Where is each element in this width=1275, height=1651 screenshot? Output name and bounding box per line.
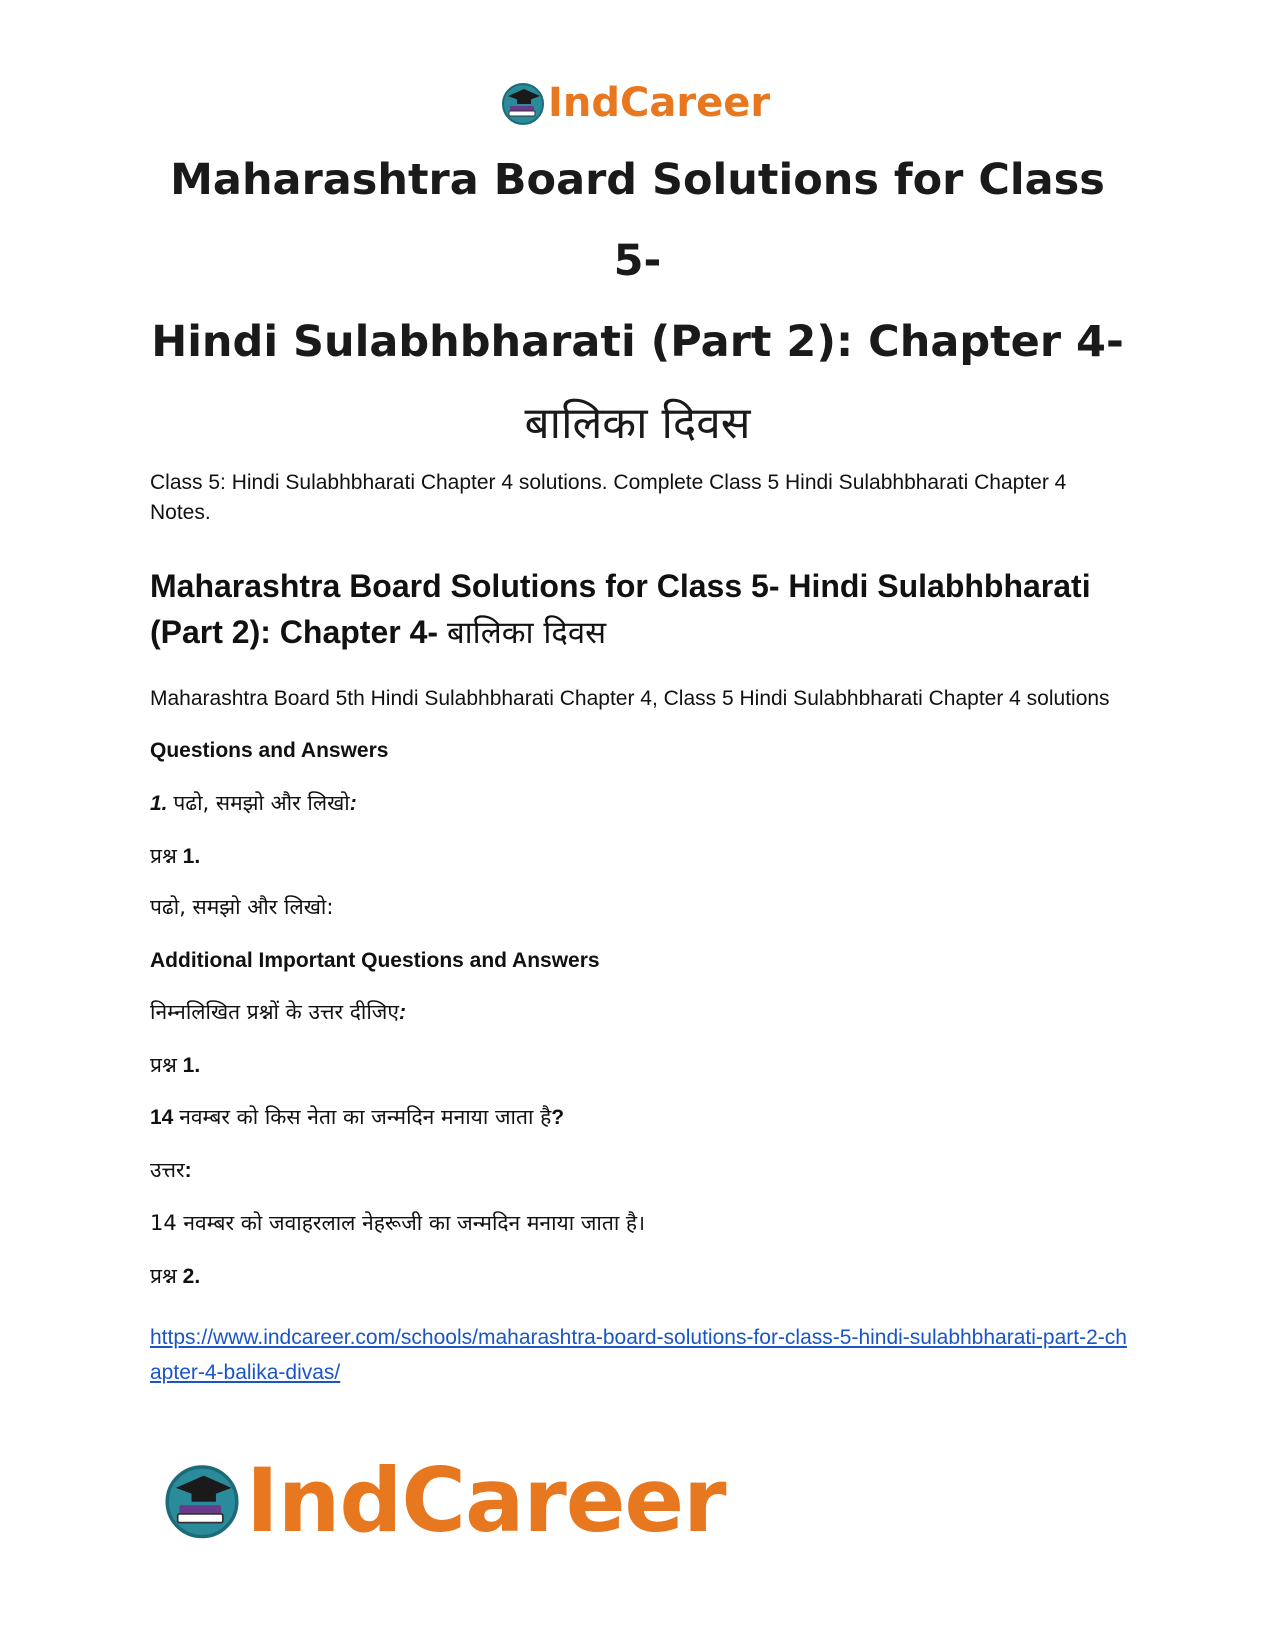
- aq1-question-text: नवम्बर को किस नेता का जन्मदिन मनाया जाता है: [179, 1105, 552, 1129]
- logo-bottom: [162, 1448, 726, 1552]
- answer-label: [150, 1155, 1130, 1186]
- aq1-label: [150, 1050, 1130, 1081]
- q1-text: पढो, समझो और लिखो:: [150, 895, 334, 919]
- answer-label-colon: :: [184, 1159, 192, 1182]
- additional-heading: Additional Important Questions and Answers: [150, 949, 600, 972]
- q1-label: [150, 841, 1130, 872]
- brand-name: IndCareer: [548, 80, 771, 126]
- section-heading-en: Maharashtra Board Solutions for Class 5- Hindi Sulabhbharati (Part 2): Chapter 4-: [150, 568, 1091, 650]
- graduation-book-icon: [162, 1460, 242, 1540]
- answer-label-text: उत्तर: [150, 1158, 185, 1182]
- q1-number: 1.: [150, 792, 168, 815]
- title-line-3: बालिका दिवस: [524, 398, 751, 449]
- graduation-book-icon: [500, 80, 546, 126]
- aq1-label-prefix: प्रश्न: [150, 1053, 177, 1077]
- section-heading: [150, 563, 1130, 656]
- intro-paragraph: Class 5: Hindi Sulabhbharati Chapter 4 solutions. Complete Class 5 Hindi Sulabhbharati Chapter 4 Notes.: [150, 471, 1067, 524]
- q1-label-num: 1.: [182, 845, 201, 868]
- page-title: [150, 140, 1125, 464]
- q1-heading-colon: :: [349, 792, 357, 815]
- q1-heading: [150, 788, 1130, 819]
- aq2-label-prefix: प्रश्न: [150, 1264, 177, 1288]
- aq1-label-num: 1.: [182, 1054, 201, 1077]
- aq1-question-num: 14: [150, 1106, 174, 1129]
- source-url-link[interactable]: https://www.indcareer.com/schools/maharashtra-board-solutions-for-class-5-hindi-sulabhbharati-part-2-chapter-4-balika-divas/: [150, 1326, 1127, 1384]
- q1-heading-text: पढो, समझो और लिखो: [173, 791, 350, 815]
- subtitle-paragraph: Maharashtra Board 5th Hindi Sulabhbharati Chapter 4, Class 5 Hindi Sulabhbharati Chapter 4 solutions: [150, 687, 1110, 710]
- aq1-question: [150, 1102, 1130, 1133]
- brand-name-large: IndCareer: [246, 1448, 726, 1552]
- aq1-answer: 14 नवम्बर को जवाहरलाल नेहरूजी का जन्मदिन मनाया जाता है।: [150, 1211, 646, 1235]
- aq2-label-num: 2.: [182, 1265, 201, 1288]
- instruction: [150, 997, 1130, 1028]
- aq1-question-mark: ?: [551, 1106, 565, 1129]
- qa-heading: Questions and Answers: [150, 739, 389, 762]
- section-heading-hi: बालिका दिवस: [446, 615, 607, 651]
- q1-label-prefix: प्रश्न: [150, 844, 177, 868]
- instruction-text: निम्नलिखित प्रश्नों के उत्तर दीजिए: [150, 1000, 399, 1024]
- title-line-2: Hindi Sulabhbharati (Part 2): Chapter 4-: [151, 317, 1124, 367]
- instruction-colon: :: [399, 1001, 406, 1024]
- logo-top: [500, 78, 770, 128]
- aq2-label: [150, 1261, 1130, 1292]
- title-line-1: Maharashtra Board Solutions for Class 5-: [170, 155, 1105, 286]
